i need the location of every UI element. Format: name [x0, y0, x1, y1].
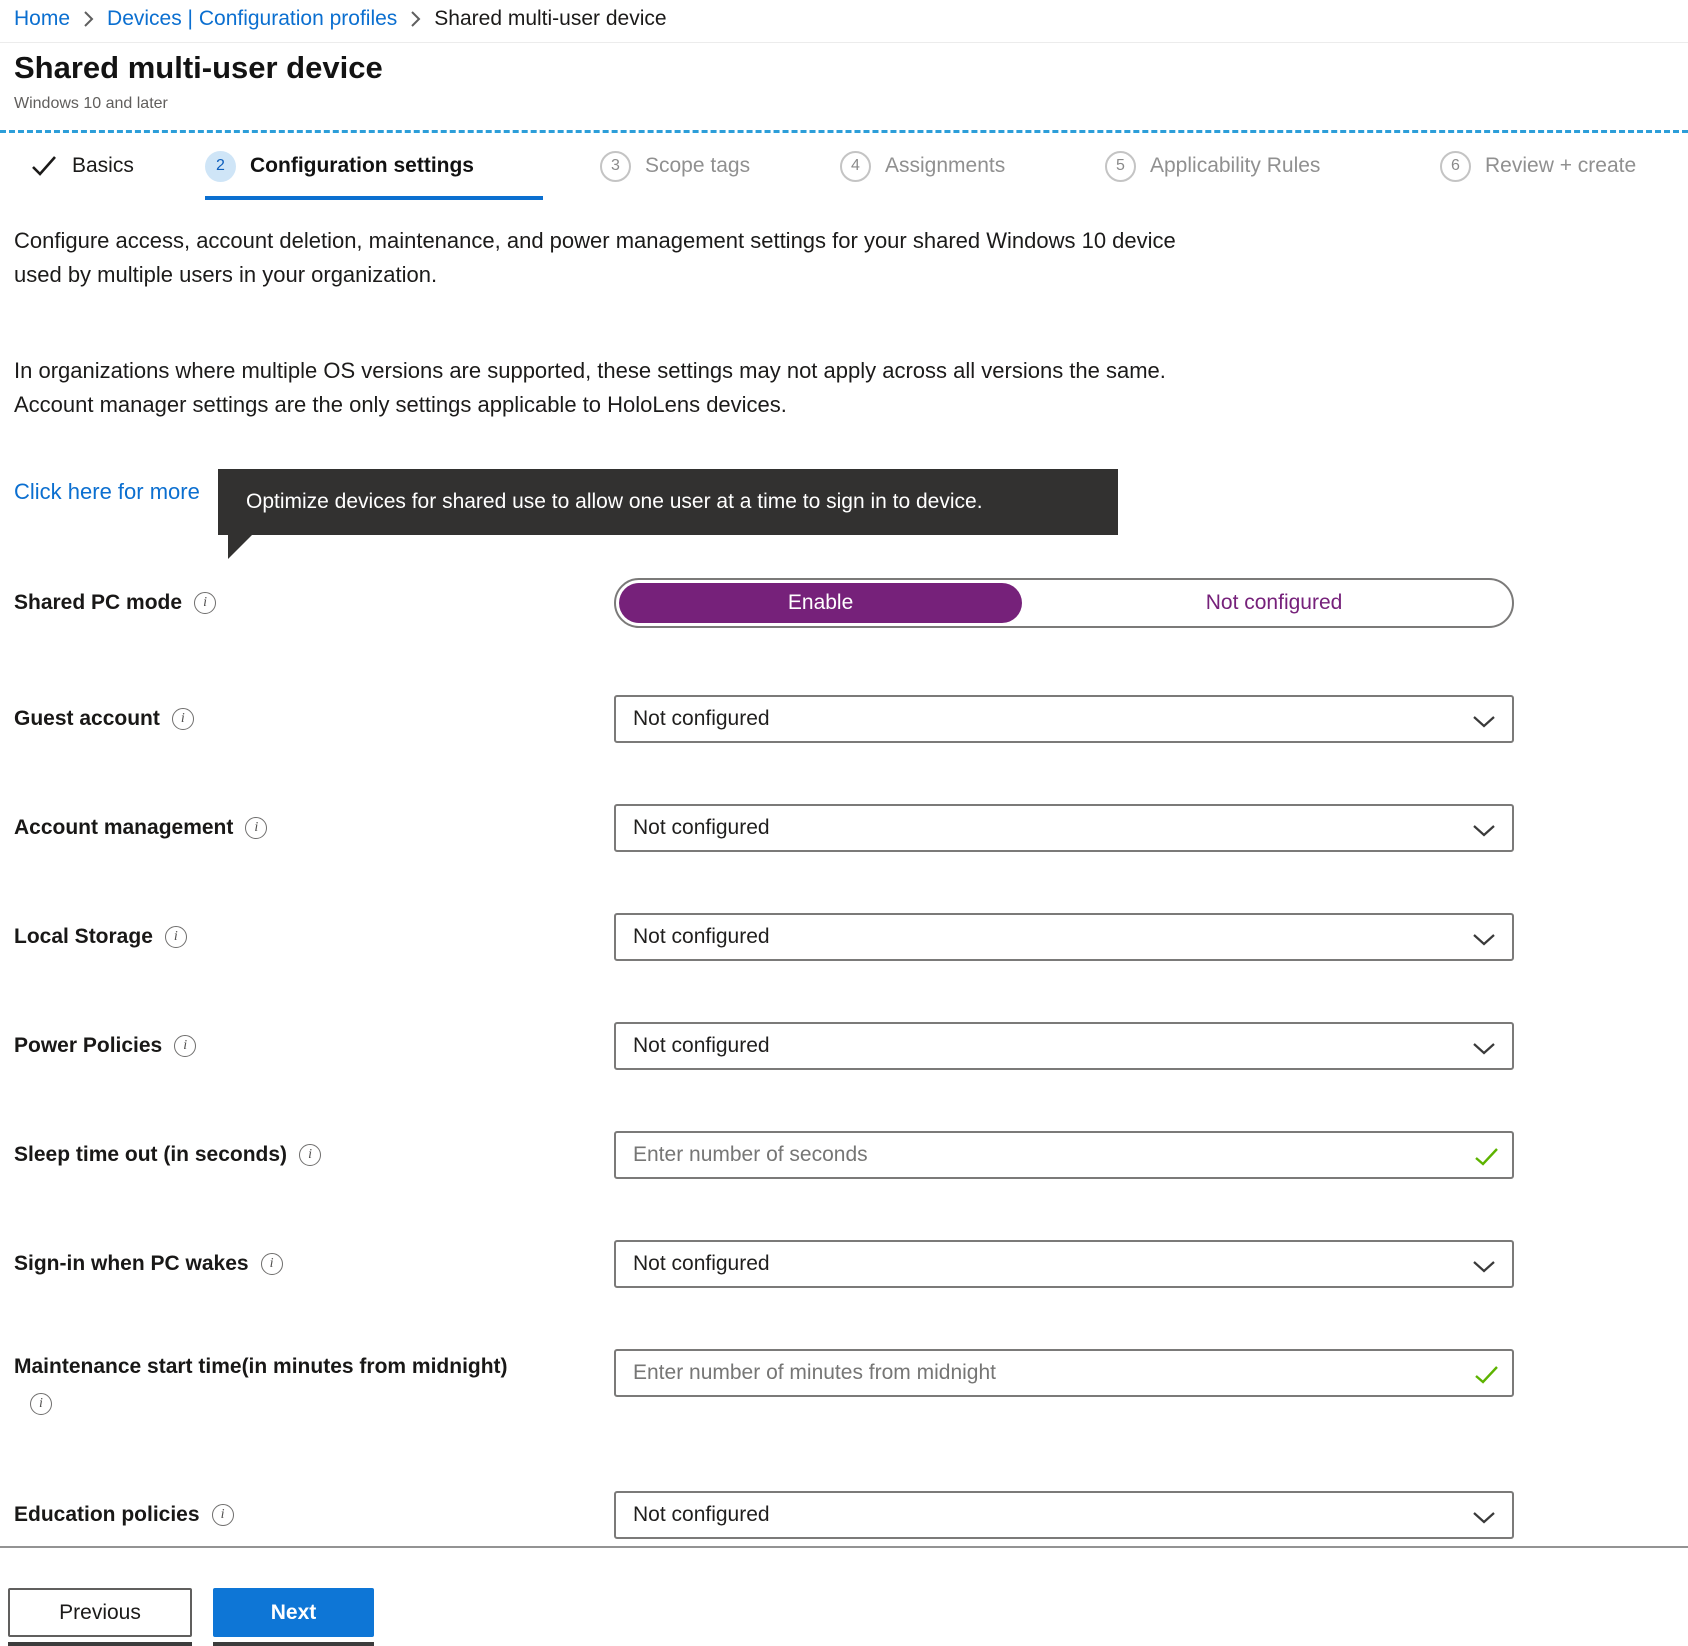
toggle-enable-option[interactable]: Enable [619, 583, 1022, 623]
shared-pc-mode-toggle[interactable] [614, 578, 1514, 628]
tab-basics[interactable] [30, 146, 134, 186]
dropdown-value: Not configured [633, 925, 770, 948]
valid-check-icon [1474, 1364, 1499, 1385]
tab-label: Applicability Rules [1150, 154, 1321, 177]
account-management-dropdown[interactable] [614, 804, 1514, 852]
local-storage-dropdown[interactable] [614, 913, 1514, 961]
education-policies-label: Education policies i [14, 1491, 234, 1539]
info-icon[interactable]: i [172, 708, 194, 730]
next-button-edge [213, 1642, 374, 1646]
tab-label: Assignments [885, 154, 1006, 177]
more-info-link[interactable]: Click here for more [14, 479, 200, 504]
dropdown-value: Not configured [633, 707, 770, 730]
dropdown-value: Not configured [633, 816, 770, 839]
form-row-power-policies [0, 1022, 1688, 1070]
form-row-signin-when-pc-wakes [0, 1240, 1688, 1288]
breadcrumb [14, 7, 667, 31]
dropdown-value: Not configured [633, 1034, 770, 1057]
maintenance-start-time-field [614, 1349, 1514, 1397]
info-icon[interactable]: i [174, 1035, 196, 1057]
step-badge: 3 [600, 151, 631, 182]
tab-applicability-rules[interactable] [1105, 146, 1320, 186]
step-badge: 5 [1105, 151, 1136, 182]
account-management-label: Account management i [14, 804, 267, 852]
form-row-guest-account [0, 695, 1688, 743]
shared-pc-mode-label: Shared PC mode i [14, 578, 216, 628]
step-badge: 4 [840, 151, 871, 182]
previous-button-edge [8, 1642, 192, 1646]
tab-label: Configuration settings [250, 154, 474, 177]
form-row-education-policies [0, 1491, 1688, 1539]
chevron-down-icon [1472, 1260, 1496, 1273]
local-storage-label: Local Storage i [14, 913, 187, 961]
dashed-separator [0, 130, 1688, 133]
info-icon[interactable]: i [245, 817, 267, 839]
page-subtitle: Windows 10 and later [14, 95, 168, 112]
toggle-not-configured-option[interactable]: Not configured [1205, 591, 1343, 614]
step-badge: 2 [205, 151, 236, 182]
chevron-right-icon [83, 10, 94, 28]
info-icon[interactable]: i [194, 592, 216, 614]
form-row-local-storage [0, 913, 1688, 961]
sleep-timeout-field [614, 1131, 1514, 1179]
footer-divider [0, 1546, 1688, 1548]
dropdown-value: Not configured [633, 1503, 770, 1526]
tab-label: Basics [72, 154, 134, 177]
chevron-right-icon [410, 10, 421, 28]
breadcrumb-link-configuration-profiles[interactable]: Devices | Configuration profiles [107, 7, 398, 30]
maintenance-start-time-label: Maintenance start time(in minutes from midnight) i [14, 1355, 606, 1415]
info-icon[interactable]: i [30, 1393, 52, 1415]
tooltip [218, 469, 1118, 535]
education-policies-dropdown[interactable] [614, 1491, 1514, 1539]
breadcrumb-current: Shared multi-user device [434, 7, 667, 30]
chevron-down-icon [1472, 1511, 1496, 1524]
step-badge: 6 [1440, 151, 1471, 182]
chevron-down-icon [1472, 933, 1496, 946]
form-row-sleep-timeout [0, 1131, 1688, 1179]
info-icon[interactable]: i [212, 1504, 234, 1526]
form-row-maintenance-start-time [0, 1349, 1688, 1411]
tab-scope-tags[interactable] [600, 146, 750, 186]
tooltip-text: Optimize devices for shared use to allow one user at a time to sign in to device. [246, 490, 983, 513]
tab-label: Review + create [1485, 154, 1637, 177]
tab-configuration-settings[interactable] [205, 146, 474, 186]
sleep-timeout-label: Sleep time out (in seconds) i [14, 1131, 321, 1179]
chevron-down-icon [1472, 1042, 1496, 1055]
info-icon[interactable]: i [261, 1253, 283, 1275]
active-tab-underline [205, 196, 543, 200]
dropdown-value: Not configured [633, 1252, 770, 1275]
check-icon [30, 154, 58, 178]
tab-label: Scope tags [645, 154, 751, 177]
signin-when-pc-wakes-dropdown[interactable] [614, 1240, 1514, 1288]
guest-account-dropdown[interactable] [614, 695, 1514, 743]
divider [0, 42, 1688, 43]
power-policies-label: Power Policies i [14, 1022, 196, 1070]
guest-account-label: Guest account i [14, 695, 194, 743]
breadcrumb-link-home[interactable]: Home [14, 7, 71, 30]
intro-paragraph-2: In organizations where multiple OS versions are supported, these settings may not apply across all versions the same. Account manager settings are the only settings applicable to HoloLens devices. [14, 358, 1166, 417]
chevron-down-icon [1472, 715, 1496, 728]
info-icon[interactable]: i [299, 1144, 321, 1166]
tab-assignments[interactable] [840, 146, 1005, 186]
power-policies-dropdown[interactable] [614, 1022, 1514, 1070]
next-button[interactable]: Next [213, 1588, 374, 1637]
sleep-timeout-input[interactable] [633, 1143, 1458, 1167]
info-icon[interactable]: i [165, 926, 187, 948]
previous-button[interactable]: Previous [8, 1588, 192, 1637]
page-title: Shared multi-user device [14, 50, 383, 85]
tab-review-create[interactable] [1440, 146, 1636, 186]
chevron-down-icon [1472, 824, 1496, 837]
signin-when-pc-wakes-label: Sign-in when PC wakes i [14, 1240, 283, 1288]
intro-paragraph-1: Configure access, account deletion, maintenance, and power management settings for your shared Windows 10 device used by multiple users in your organization. [14, 228, 1176, 287]
valid-check-icon [1474, 1146, 1499, 1167]
form-row-account-management [0, 804, 1688, 852]
maintenance-start-time-input[interactable] [633, 1361, 1458, 1385]
